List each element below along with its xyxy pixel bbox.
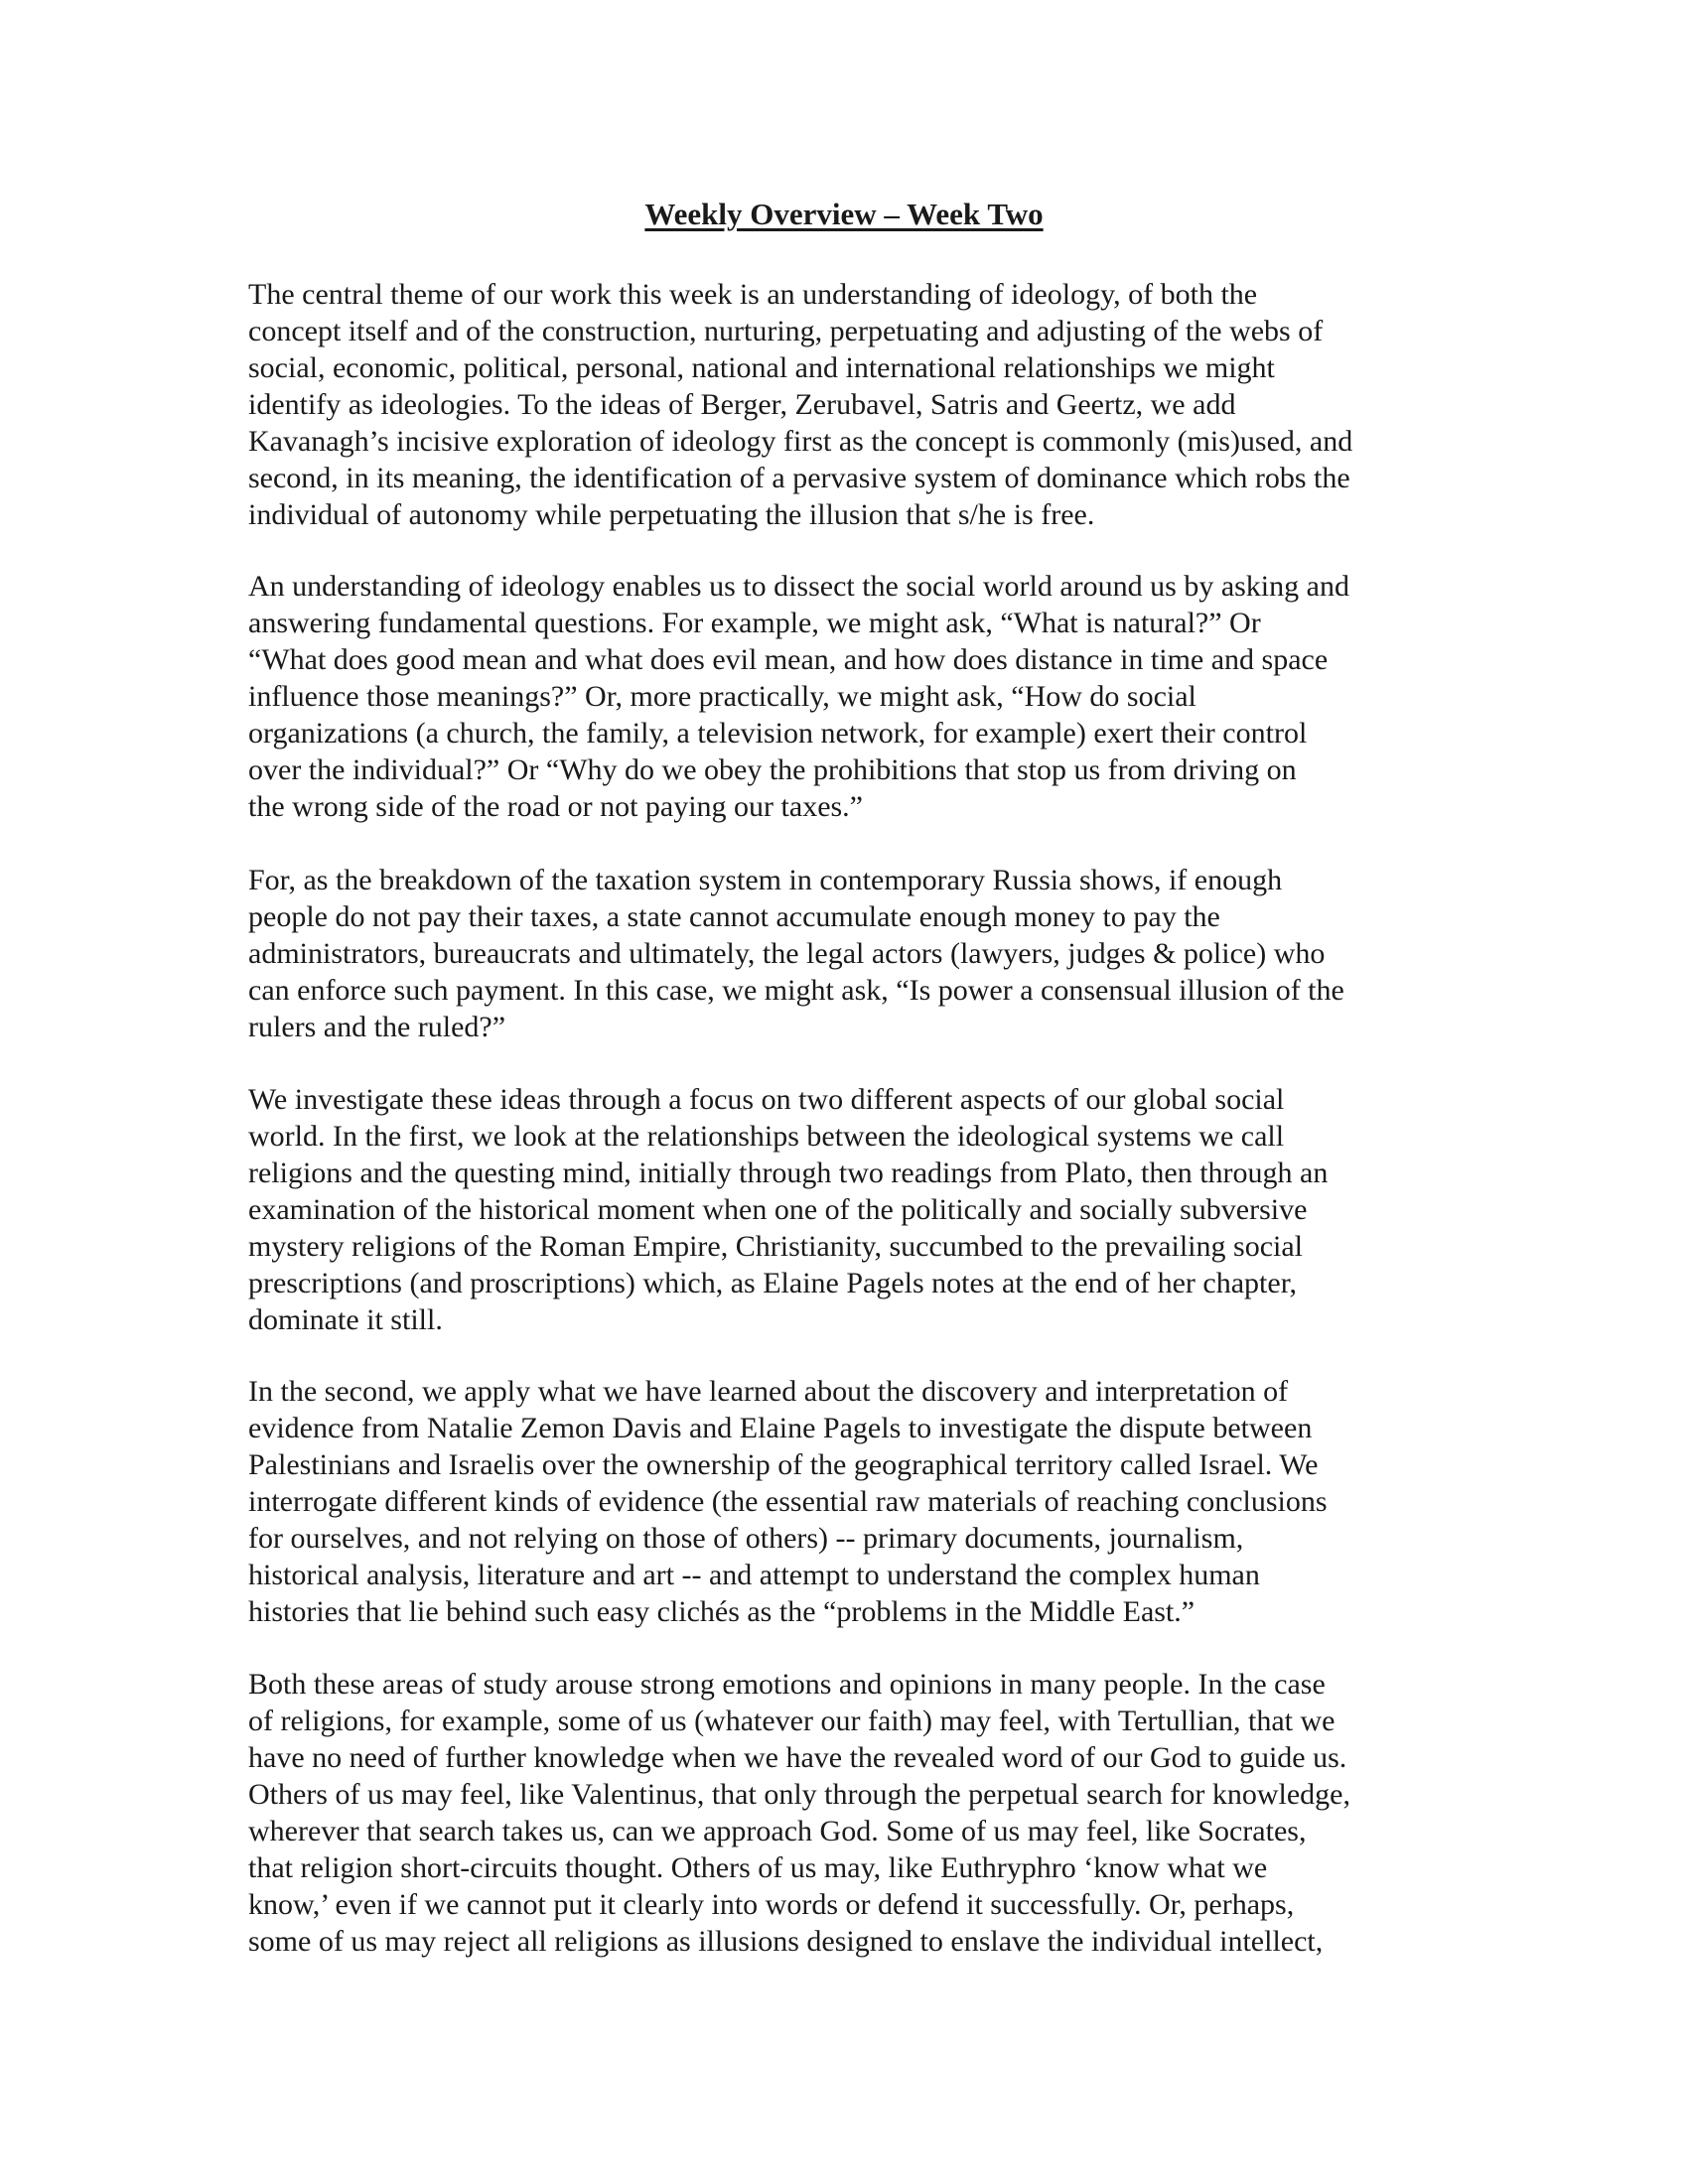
text-line: administrators, bureaucrats and ultimately, the legal actors (lawyers, judges & police) who — [248, 937, 1326, 970]
text-line: interrogate different kinds of evidence (the essential raw materials of reaching conclusions — [248, 1485, 1328, 1518]
text-line: examination of the historical moment when one of the politically and socially subversive — [248, 1193, 1308, 1226]
paragraph-1 — [248, 276, 1440, 533]
text-line: Others of us may feel, like Valentinus, that only through the perpetual search for knowledge, — [248, 1778, 1350, 1811]
text-line: In the second, we apply what we have learned about the discovery and interpretation of — [248, 1375, 1289, 1408]
text-line: Both these areas of study arouse strong emotions and opinions in many people. In the case — [248, 1668, 1326, 1701]
text-line: concept itself and of the construction, nurturing, perpetuating and adjusting of the webs of — [248, 315, 1324, 347]
text-line: can enforce such payment. In this case, we might ask, “Is power a consensual illusion of the — [248, 974, 1344, 1007]
text-line: second, in its meaning, the identification of a pervasive system of dominance which robs the — [248, 462, 1350, 494]
text-line: the wrong side of the road or not paying our taxes.” — [248, 790, 863, 823]
text-line: historical analysis, literature and art -- and attempt to understand the complex human — [248, 1559, 1260, 1591]
text-line: An understanding of ideology enables us to dissect the social world around us by asking and — [248, 570, 1349, 603]
text-line: evidence from Natalie Zemon Davis and Elaine Pagels to investigate the dispute between — [248, 1412, 1313, 1444]
text-line: that religion short-circuits thought. Others of us may, like Euthryphro ‘know what we — [248, 1851, 1268, 1884]
text-line: of religions, for example, some of us (whatever our faith) may feel, with Tertullian, that we — [248, 1705, 1336, 1737]
text-line: know,’ even if we cannot put it clearly into words or defend it successfully. Or, perhaps, — [248, 1888, 1295, 1921]
text-line: religions and the questing mind, initially through two readings from Plato, then through an — [248, 1157, 1329, 1189]
text-line: world. In the first, we look at the relationships between the ideological systems we call — [248, 1120, 1285, 1153]
text-line: some of us may reject all religions as illusions designed to enslave the individual intellect, — [248, 1925, 1324, 1958]
text-line: rulers and the ruled?” — [248, 1011, 506, 1043]
text-line: histories that lie behind such easy clichés as the “problems in the Middle East.” — [248, 1595, 1196, 1628]
text-line: “What does good mean and what does evil mean, and how does distance in time and space — [248, 643, 1329, 676]
paragraph-4 — [248, 1081, 1440, 1338]
paragraph-6 — [248, 1666, 1440, 1960]
text-line: influence those meanings?” Or, more practically, we might ask, “How do social — [248, 680, 1196, 713]
text-line: social, economic, political, personal, national and international relationships we might — [248, 351, 1275, 384]
text-line: mystery religions of the Roman Empire, Christianity, succumbed to the prevailing social — [248, 1230, 1303, 1263]
paragraph-5 — [248, 1373, 1440, 1630]
paragraph-2 — [248, 568, 1440, 825]
text-line: identify as ideologies. To the ideas of Berger, Zerubavel, Satris and Geertz, we add — [248, 388, 1236, 421]
text-line: prescriptions (and proscriptions) which, as Elaine Pagels notes at the end of her chapter, — [248, 1267, 1297, 1299]
text-line: people do not pay their taxes, a state cannot accumulate enough money to pay the — [248, 900, 1220, 933]
text-line: wherever that search takes us, can we approach God. Some of us may feel, like Socrates, — [248, 1815, 1307, 1847]
text-line: have no need of further knowledge when we have the revealed word of our God to guide us. — [248, 1741, 1347, 1774]
text-line: over the individual?” Or “Why do we obey the prohibitions that stop us from driving on — [248, 753, 1297, 786]
paragraph-3 — [248, 862, 1440, 1045]
text-line: answering fundamental questions. For example, we might ask, “What is natural?” Or — [248, 607, 1261, 639]
text-line: For, as the breakdown of the taxation system in contemporary Russia shows, if enough — [248, 864, 1283, 896]
text-line: Kavanagh’s incisive exploration of ideology first as the concept is commonly (mis)used, and — [248, 425, 1353, 458]
text-line: The central theme of our work this week is an understanding of ideology, of both the — [248, 278, 1258, 311]
text-line: We investigate these ideas through a focus on two different aspects of our global social — [248, 1083, 1285, 1116]
text-line: Palestinians and Israelis over the ownership of the geographical territory called Israel. We — [248, 1448, 1319, 1481]
text-line: dominate it still. — [248, 1303, 443, 1336]
text-line: for ourselves, and not relying on those of others) -- primary documents, journalism, — [248, 1522, 1244, 1555]
page-title: Weekly Overview – Week Two — [644, 197, 1044, 231]
text-line: organizations (a church, the family, a television network, for example) exert their control — [248, 717, 1308, 750]
text-line: individual of autonomy while perpetuating the illusion that s/he is free. — [248, 498, 1095, 531]
